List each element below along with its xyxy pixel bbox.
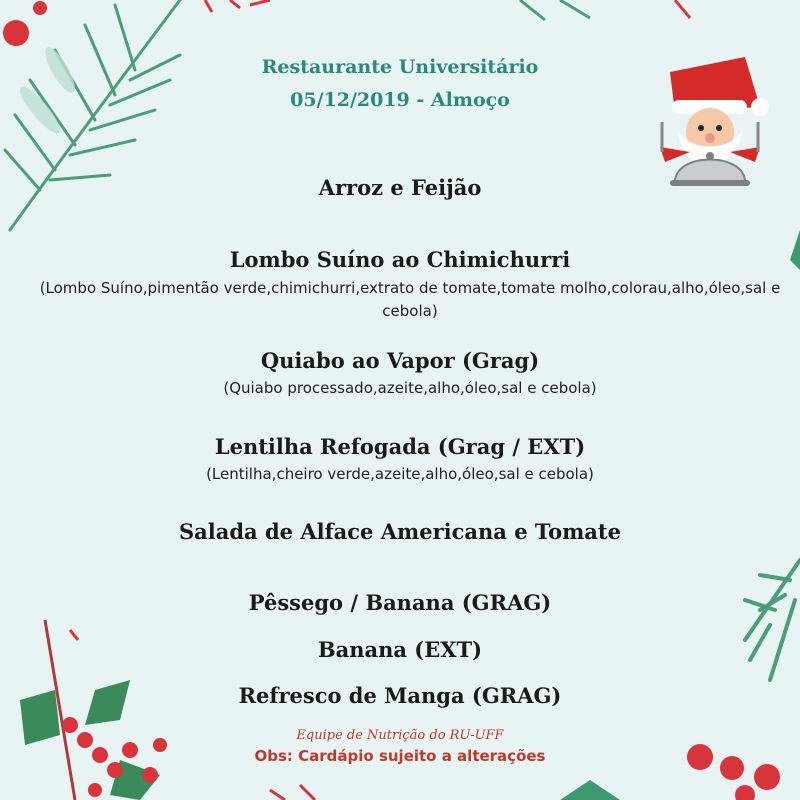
- twig-icon: [270, 785, 315, 800]
- holly-berries-icon: [3, 1, 47, 46]
- nutrition-team: Equipe de Nutrição do RU-UFF: [296, 728, 504, 743]
- twig-icon: [675, 0, 690, 18]
- pine-branch-icon: [520, 0, 590, 20]
- dessert1: Pêssego / Banana (GRAG): [248, 590, 552, 615]
- base-dish: Arroz e Feijão: [318, 175, 482, 200]
- dessert2: Banana (EXT): [317, 637, 483, 662]
- restaurant-title: Restaurante Universitário: [261, 56, 539, 78]
- leaf-icon: [560, 780, 620, 800]
- salad: Salada de Alface Americana e Tomate: [179, 519, 621, 544]
- side2-ingredients: (Lentilha,cheiro verde,azeite,alho,óleo,sal e cebola): [206, 465, 594, 483]
- twig-icon: [205, 0, 270, 12]
- main-dish-name: Lombo Suíno ao Chimichurri: [229, 247, 571, 272]
- date-meal: 05/12/2019 - Almoço: [290, 89, 510, 111]
- side1-name: Quiabo ao Vapor (Grag): [260, 348, 540, 373]
- observation-note: Obs: Cardápio sujeito a alterações: [254, 747, 546, 765]
- pine-branch-icon: [745, 560, 800, 680]
- main-dish-ingredients: (Lombo Suíno,pimentão verde,chimichurri,extrato de tomate,tomate molho,colorau,alho,óleo,sal e cebola): [39, 279, 781, 320]
- side2-name: Lentilha Refogada (Grag / EXT): [214, 434, 586, 459]
- drink: Refresco de Manga (GRAG): [238, 683, 562, 708]
- side1-ingredients: (Quiabo processado,azeite,alho,óleo,sal e cebola): [223, 379, 597, 397]
